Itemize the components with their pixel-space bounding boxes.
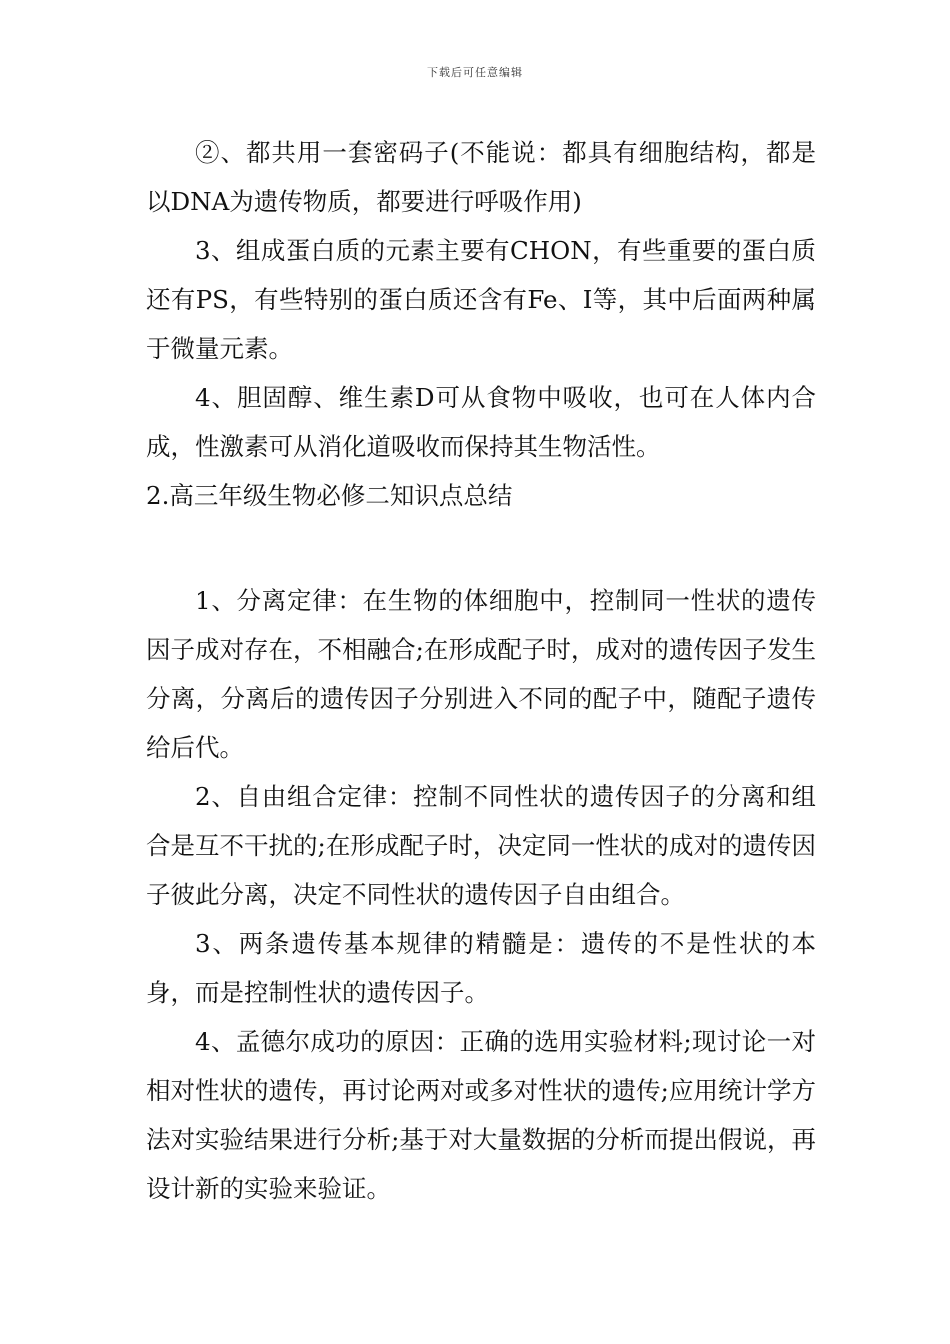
paragraph-cholesterol: 4、胆固醇、维生素D可从食物中吸收，也可在人体内合成，性激素可从消化道吸收而保持其生物活性。 [146, 383, 816, 461]
section-spacer [146, 520, 816, 576]
document-body [146, 128, 816, 1213]
paragraph-mendel-success: 4、孟德尔成功的原因：正确的选用实验材料;现讨论一对相对性状的遗传，再讨论两对或多对性状的遗传;应用统计学方法对实验结果进行分析;基于对大量数据的分析而提出假说，再设计新的实验来验证。 [146, 1027, 816, 1203]
page-header-note: 下载后可任意编辑 [427, 66, 523, 79]
paragraph-codon: ②、都共用一套密码子(不能说：都具有细胞结构，都是以DNA为遗传物质，都要进行呼吸作用) [146, 138, 816, 216]
paragraph-protein-elements: 3、组成蛋白质的元素主要有CHON，有些重要的蛋白质还有PS，有些特别的蛋白质还含有Fe、I等，其中后面两种属于微量元素。 [146, 236, 816, 363]
paragraph-segregation-law: 1、分离定律：在生物的体细胞中，控制同一性状的遗传因子成对存在，不相融合;在形成配子时，成对的遗传因子发生分离，分离后的遗传因子分别进入不同的配子中，随配子遗传给后代。 [146, 586, 816, 762]
paragraph-independent-assortment: 2、自由组合定律：控制不同性状的遗传因子的分离和组合是互不干扰的;在形成配子时，决定同一性状的成对的遗传因子彼此分离，决定不同性状的遗传因子自由组合。 [146, 782, 816, 909]
paragraph-essence: 3、两条遗传基本规律的精髓是：遗传的不是性状的本身，而是控制性状的遗传因子。 [146, 929, 816, 1007]
section-heading: 2.高三年级生物必修二知识点总结 [146, 481, 513, 510]
